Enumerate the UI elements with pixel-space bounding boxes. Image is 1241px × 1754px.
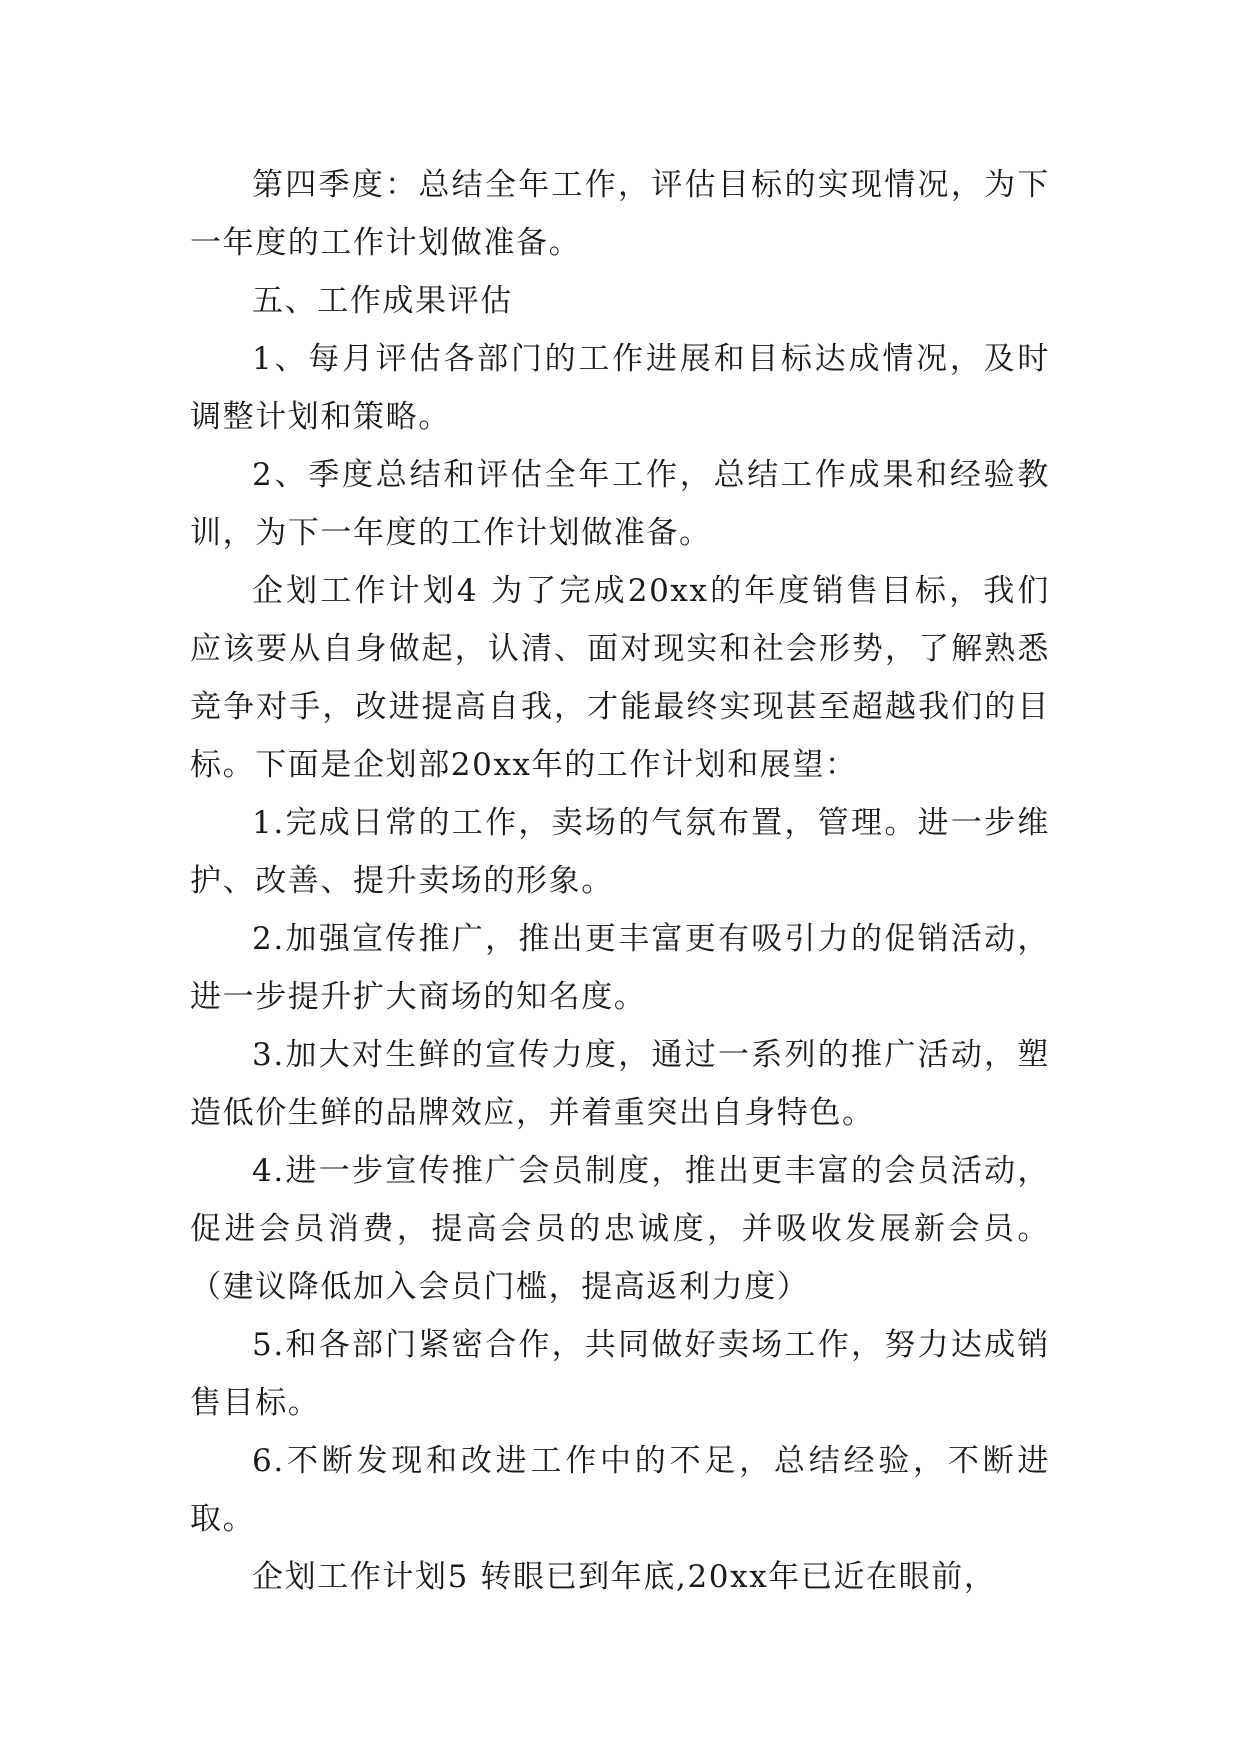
plan4-intro: 为了完成20xx的年度销售目标，我们应该要从自身做起，认清、面对现实和社会形势，了解熟悉竞争对手，改进提高自我，才能最终实现甚至超越我们的目标。下面是企划部20xx年的工作计划和展望： xyxy=(190,573,1050,783)
paragraph-item-1: 1.完成日常的工作，卖场的气氛布置，管理。进一步维护、改善、提升卖场的形象。 xyxy=(190,805,1050,899)
plan5-intro: 转眼已到年底,20xx年已近在眼前， xyxy=(480,1559,997,1595)
section-heading-5: 五、工作成果评估 xyxy=(252,283,513,319)
document-page xyxy=(190,156,1050,1606)
plan4-title: 企划工作计划4 xyxy=(252,573,479,609)
paragraph-item-5: 5.和各部门紧密合作，共同做好卖场工作，努力达成销售目标。 xyxy=(190,1327,1050,1421)
paragraph-item-3: 3.加大对生鲜的宣传力度，通过一系列的推广活动，塑造低价生鲜的品牌效应，并着重突出自身特色。 xyxy=(190,1037,1050,1131)
paragraph-item-2: 2.加强宣传推广，推出更丰富更有吸引力的促销活动，进一步提升扩大商场的知名度。 xyxy=(190,921,1050,1015)
paragraph-item-4: 4.进一步宣传推广会员制度，推出更丰富的会员活动，促进会员消费，提高会员的忠诚度，并吸收发展新会员。（建议降低加入会员门槛，提高返利力度） xyxy=(190,1153,1050,1305)
paragraph-item-6: 6.不断发现和改进工作中的不足，总结经验，不断进取。 xyxy=(190,1443,1050,1537)
paragraph-eval-1: 1、每月评估各部门的工作进展和目标达成情况，及时调整计划和策略。 xyxy=(190,341,1050,435)
paragraph-plan5 xyxy=(190,1548,1050,1606)
paragraph-plan4 xyxy=(190,562,1050,794)
paragraph-q4: 第四季度：总结全年工作，评估目标的实现情况，为下一年度的工作计划做准备。 xyxy=(190,167,1050,261)
paragraph-eval-2: 2、季度总结和评估全年工作，总结工作成果和经验教训，为下一年度的工作计划做准备。 xyxy=(190,457,1050,551)
plan5-title: 企划工作计划5 xyxy=(252,1559,469,1595)
